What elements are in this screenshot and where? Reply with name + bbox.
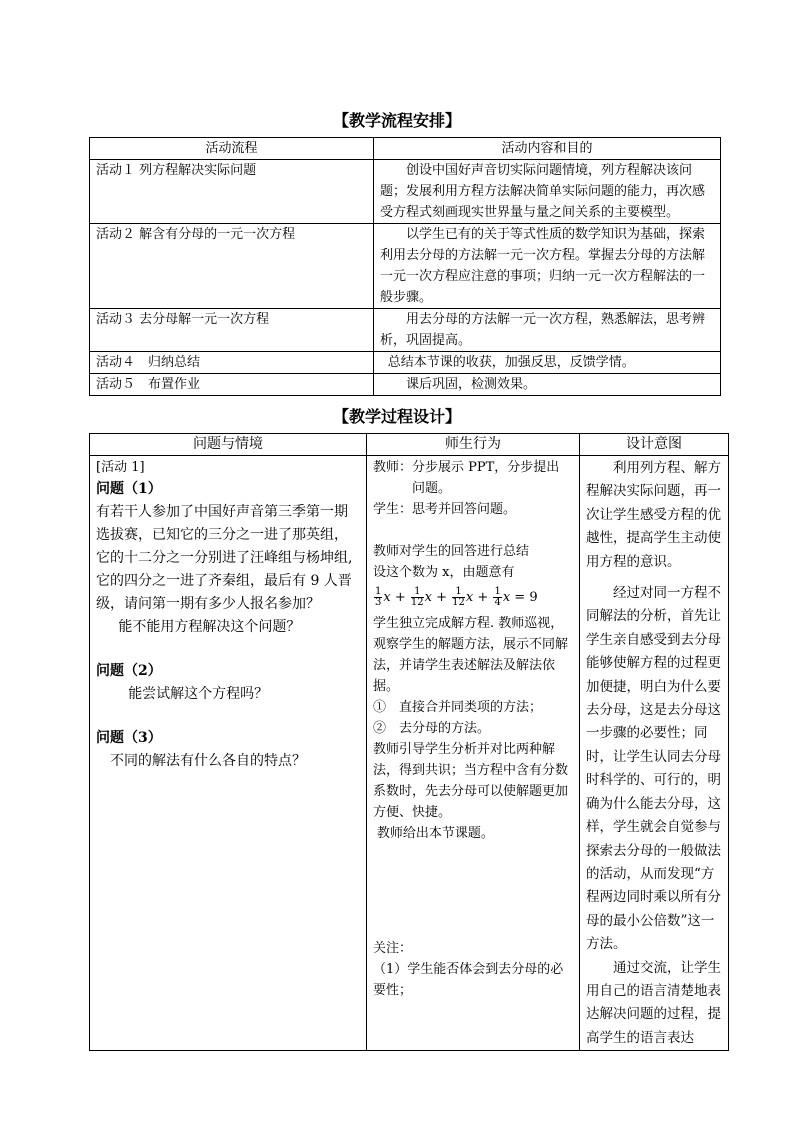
question-1-follow: 能不能用方程解决这个问题？ <box>118 619 301 635</box>
attention-1: （1）学生能否体会到去分母的必要性； <box>373 962 564 998</box>
set-variable: 设这个数为 x，由题意有 <box>373 565 515 580</box>
question-3-title: 问题（3） <box>96 730 162 746</box>
flow-content-cell: 创设中国好声音切实际问题情境，列方程解决该问题；发展利用方程方法解决简单实际问题的能力，再次感受方程式刻画现实世界量与量之间关系的主要模型。 <box>374 160 721 224</box>
question-1-text: 有若干人参加了中国好声音第三季第一期选拔赛，已知它的三分之一进了那英组，它的十二分之一分别进了汪峰组与杨坤组,它的四分之一进了齐秦组，最后有 9 人晋级，请问第一期有多少人报名参加？ <box>96 504 353 612</box>
table-row <box>90 374 721 396</box>
process-header-intent: 设计意图 <box>580 434 729 456</box>
student-action-1: 学生：思考并回答问题。 <box>373 502 517 517</box>
flow-activity-cell: 活动２ 解含有分母的一元一次方程 <box>90 224 374 309</box>
flow-activity-cell: 活动３ 去分母解一元一次方程 <box>90 309 374 352</box>
method-2: ② 去分母的方法。 <box>373 721 491 736</box>
attention-label: 关注： <box>373 941 413 956</box>
intent-paragraph-1: 利用列方程、解方程解决实际问题，再一次让学生感受方程的优越性，提高学生主动使用方程的意识。 <box>586 460 721 570</box>
flow-header-activity: 活动流程 <box>90 138 374 160</box>
fraction: $\frac{1}{4}$ <box>494 586 501 608</box>
fraction: $\frac{1}{3}$ <box>375 586 382 608</box>
intent-cell <box>580 456 729 1051</box>
table-row <box>90 309 721 352</box>
flow-content-cell: 课后巩固，检测效果。 <box>374 374 721 396</box>
behavior-cell <box>367 456 580 1051</box>
teacher-action-1b: 问题。 <box>412 481 452 496</box>
flow-activity-cell: 活动４ 归纳总结 <box>90 352 374 374</box>
teacher-topic: 教师给出本节课题。 <box>376 826 494 841</box>
method-1: ① 直接合并同类项的方法； <box>373 700 543 715</box>
process-header-question: 问题与情境 <box>90 434 367 456</box>
question-3-text: 不同的解法有什么各自的特点？ <box>110 753 306 769</box>
table-row <box>90 352 721 374</box>
flow-activity-cell: 活动１ 列方程解决实际问题 <box>90 160 374 224</box>
student-solve: 学生独立完成解方程. 教师巡视，观察学生的解题方法，展示不同解法，并请学生表述解法及解法依据。 <box>373 616 569 694</box>
flow-activity-cell: 活动５ 布置作业 <box>90 374 374 396</box>
intent-paragraph-3: 通过交流，让学生用自己的语言清楚地表达解决问题的过程，提高学生的语言表达 <box>586 959 721 1046</box>
process-header-row <box>90 434 729 456</box>
table-row <box>90 456 729 1051</box>
question-cell <box>90 456 367 1051</box>
flow-content-cell: 用去分母的方法解一元一次方程，熟悉解法，思考辨析，巩固提高。 <box>374 309 721 352</box>
table-row <box>90 160 721 224</box>
question-1-title: 问题（1） <box>96 481 162 497</box>
process-table <box>89 433 729 1051</box>
flow-header-row <box>90 138 721 160</box>
flow-title: 【教学流程安排】 <box>332 111 461 130</box>
question-2-text: 能尝试解这个方程吗？ <box>128 686 269 702</box>
flow-table <box>89 137 721 396</box>
equation: $\frac{1}{3}$ x + $\frac{1}{12}$ x + $\frac{1}{12}$ x + $\frac{1}{4}$ x = 9 <box>375 586 538 608</box>
activity-label: [活动 1] <box>96 460 145 475</box>
process-title: 【教学过程设计】 <box>332 407 461 426</box>
teacher-action-1: 教师：分步展示 PPT，分步提出 <box>373 460 560 475</box>
question-2-title: 问题（2） <box>96 663 162 679</box>
teacher-guide: 教师引导学生分析并对比两种解法，得到共识；当方程中含有分数系数时，先去分母可以使解题更加方便、快捷。 <box>373 742 569 820</box>
flow-content-cell: 以学生已有的关于等式性质的数学知识为基础，探索利用去分母的方法解一元一次方程。掌握去分母的方法解一元一次方程应注意的事项；归纳一元一次方程解法的一般步骤。 <box>374 224 721 309</box>
fraction: $\frac{1}{12}$ <box>410 586 424 608</box>
flow-header-content: 活动内容和目的 <box>374 138 721 160</box>
fraction: $\frac{1}{12}$ <box>452 586 465 608</box>
flow-content-cell: 总结本节课的收获，加强反思，反馈学情。 <box>374 352 721 374</box>
teacher-summary: 教师对学生的回答进行总结 <box>373 544 530 559</box>
intent-paragraph-2: 经过对同一方程不同解法的分析，首先让学生亲自感受到去分母能够使解方程的过程更加便捷，明白为什么要去分母，这是去分母这一步骤的必要性；同时，让学生认同去分母时科学的、可行的，明确为什么能去分母，这样，学生就会自觉参与探索去分母的一般做法的活动，从而发现“方程两边同时乘以所有分母的最小公倍数”这一方法。 <box>586 585 721 953</box>
process-header-behavior: 师生行为 <box>367 434 580 456</box>
table-row <box>90 224 721 309</box>
